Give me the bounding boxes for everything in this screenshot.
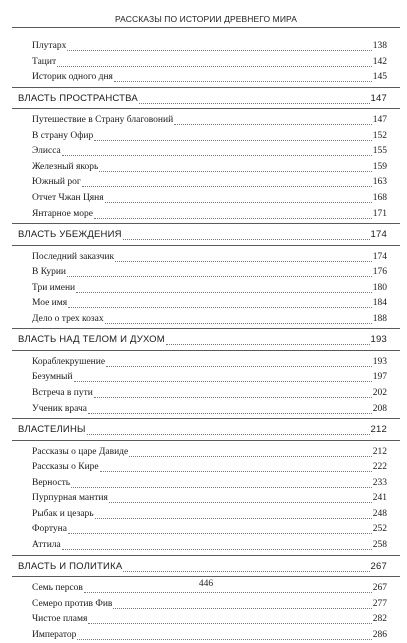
dot-leader — [68, 306, 372, 308]
toc-entry-page: 286 — [372, 629, 387, 640]
toc-entry-page: 222 — [372, 462, 387, 473]
dot-leader — [94, 139, 372, 141]
toc-entry — [32, 627, 387, 643]
dot-leader — [139, 102, 370, 104]
toc-entry-title: Семь персов — [32, 583, 83, 594]
toc-entry — [32, 537, 387, 553]
toc-entry-page: 212 — [372, 446, 387, 457]
toc-entry — [32, 369, 387, 385]
toc-entry-title: Рассказы о царе Давиде — [32, 446, 129, 457]
dot-leader — [74, 380, 372, 382]
toc-entry — [32, 264, 387, 280]
toc-entry-page: 176 — [372, 267, 387, 278]
toc-entry-title: Отчет Чжан Цяня — [32, 192, 104, 203]
toc-entry-page: 208 — [372, 403, 387, 414]
toc-entry-page: 147 — [372, 115, 387, 126]
toc-entry — [32, 354, 387, 370]
toc-entry-page: 197 — [372, 372, 387, 383]
dot-leader — [71, 486, 372, 488]
section-heading-page: 212 — [370, 424, 387, 436]
section-heading-page: 147 — [370, 92, 387, 104]
section-rule — [12, 87, 400, 88]
toc-entry-page: 277 — [372, 598, 387, 609]
toc-entry — [32, 611, 387, 627]
section-rule — [12, 576, 400, 577]
toc-entry-page: 174 — [372, 251, 387, 262]
section-heading — [18, 91, 387, 107]
section-rule — [12, 350, 400, 351]
dot-leader — [68, 532, 372, 534]
toc-entry-title: Элисса — [32, 146, 61, 157]
toc-entry — [32, 311, 387, 327]
toc-entry-page: 188 — [372, 313, 387, 324]
toc-entry — [32, 249, 387, 265]
toc-entry — [32, 159, 387, 175]
toc-entry-title: Встреча в пути — [32, 388, 93, 398]
toc-entry — [32, 128, 387, 144]
toc-entry-title: Плутарх — [32, 41, 67, 51]
section-rule — [12, 418, 400, 419]
dot-leader — [99, 170, 371, 172]
toc-entry-title: Железный якорь — [32, 161, 99, 172]
toc-entry-page: 184 — [372, 298, 387, 309]
dot-leader — [82, 185, 372, 187]
dot-leader — [88, 622, 371, 624]
dot-leader — [105, 322, 372, 324]
dot-leader — [100, 470, 372, 472]
dot-leader — [87, 433, 370, 435]
toc-entry-page: 155 — [372, 146, 387, 157]
toc-entry-title: Безумный — [32, 372, 73, 383]
toc-entry-page: 168 — [372, 192, 387, 203]
toc-entry-page: 142 — [372, 56, 387, 67]
toc-entry-page: 202 — [372, 388, 387, 398]
toc-entry-title: В страну Офир — [32, 130, 94, 141]
toc-entry-title: Пурпурная мантия — [32, 493, 108, 504]
toc-entry-title: Путешествие в Страну благовоний — [32, 115, 174, 126]
toc-entry-page: 159 — [372, 161, 387, 172]
dot-leader — [76, 291, 372, 293]
dot-leader — [67, 49, 371, 51]
toc-entry — [32, 385, 387, 401]
section-heading — [18, 559, 387, 575]
section-heading-title: ВЛАСТЬ НАД ТЕЛОМ И ДУХОМ — [18, 334, 165, 346]
section-heading — [18, 227, 387, 243]
dot-leader — [94, 396, 372, 398]
toc-entry-title: Мое имя — [32, 298, 68, 309]
toc-entry-title: Янтарное море — [32, 208, 93, 219]
section-heading-title: ВЛАСТЬ УБЕЖДЕНИЯ — [18, 229, 122, 241]
dot-leader — [105, 201, 372, 203]
dot-leader — [109, 501, 372, 503]
section-heading-page: 193 — [370, 334, 387, 346]
toc-entry — [32, 54, 387, 70]
section-rule — [12, 245, 400, 246]
toc-entry-page: 248 — [372, 508, 387, 519]
dot-leader — [123, 570, 369, 572]
toc-entry — [32, 174, 387, 190]
toc-entry-title: Рассказы о Кире — [32, 462, 99, 473]
toc-entry-title: Южный рог — [32, 177, 81, 188]
section-heading-page: 174 — [370, 229, 387, 241]
dot-leader — [95, 517, 372, 519]
toc-entry-title: Тацит — [32, 56, 57, 67]
section-heading-title: ВЛАСТЬ ПРОСТРАНСТВА — [18, 92, 138, 104]
toc-entry-title: Кораблекрушение — [32, 356, 106, 367]
section-rule — [12, 108, 400, 109]
toc-entry-title: Семеро против Фив — [32, 598, 113, 609]
dot-leader — [106, 365, 372, 367]
dot-leader — [67, 275, 372, 277]
toc-entry — [32, 506, 387, 522]
toc-entry — [32, 459, 387, 475]
toc-entry-page: 267 — [372, 583, 387, 594]
toc-entry — [32, 295, 387, 311]
toc-entry-title: В Курии — [32, 267, 67, 278]
toc-entry-title: Верность — [32, 477, 71, 488]
dot-leader — [77, 638, 371, 640]
toc-entry-page: 138 — [372, 41, 387, 51]
toc-entry — [32, 69, 387, 85]
page-number: 446 — [198, 579, 214, 589]
toc-entry-page: 180 — [372, 282, 387, 293]
toc-entry — [32, 490, 387, 506]
dot-leader — [174, 123, 372, 125]
dot-leader — [57, 65, 372, 67]
dot-leader — [114, 80, 372, 82]
section-rule — [12, 223, 400, 224]
section-rule — [12, 328, 400, 329]
toc-entry — [32, 280, 387, 296]
toc-entry — [32, 143, 387, 159]
section-rule — [12, 440, 400, 441]
section-heading — [18, 422, 387, 438]
toc-entry — [32, 475, 387, 491]
toc-entry-page: 241 — [372, 493, 387, 504]
section-rule — [12, 555, 400, 556]
toc-entry-page: 252 — [372, 524, 387, 535]
section-heading-title: ВЛАСТЬ И ПОЛИТИКА — [18, 560, 123, 572]
section-heading-page: 267 — [370, 560, 387, 572]
dot-leader — [166, 343, 370, 345]
toc-entry-title: Император — [32, 629, 77, 640]
toc-entry-title: Историк одного дня — [32, 72, 113, 83]
dot-leader — [62, 154, 372, 156]
toc-entry-page: 163 — [372, 177, 387, 188]
toc-entry-page: 258 — [372, 539, 387, 550]
dot-leader — [115, 260, 372, 262]
toc-entry-title: Ученик врача — [32, 403, 87, 414]
toc-entry — [32, 38, 387, 54]
toc-entry — [32, 596, 387, 612]
dot-leader — [123, 238, 370, 240]
dot-leader — [113, 607, 371, 609]
toc-page — [12, 12, 400, 640]
toc-entry-title: Три имени — [32, 282, 76, 293]
toc-entry — [32, 112, 387, 128]
dot-leader — [62, 548, 372, 550]
toc-entry — [32, 521, 387, 537]
section-heading — [18, 332, 387, 348]
toc-entry-title: Дело о трех козах — [32, 313, 104, 324]
dot-leader — [84, 591, 372, 593]
dot-leader — [88, 412, 372, 414]
toc-entry-title: Фортуна — [32, 524, 67, 535]
toc-entry-title: Последний заказчик — [32, 251, 115, 262]
toc-entry-page: 171 — [372, 208, 387, 219]
toc-entry-page: 193 — [372, 356, 387, 367]
toc-entry — [32, 190, 387, 206]
toc-entry-page: 233 — [372, 477, 387, 488]
section-heading-title: ВЛАСТЕЛИНЫ — [18, 424, 86, 436]
toc-entry — [32, 206, 387, 222]
dot-leader — [94, 217, 372, 219]
toc-entry-page: 145 — [372, 72, 387, 83]
toc-entry-title: Рыбак и цезарь — [32, 508, 94, 519]
dot-leader — [129, 455, 372, 457]
toc-entry-title: Аттила — [32, 539, 61, 550]
toc-entry — [32, 444, 387, 460]
toc-entry-page: 282 — [372, 614, 387, 625]
toc-entry-page: 152 — [372, 130, 387, 141]
toc-entry — [32, 401, 387, 417]
toc-entry-title: Чистое пламя — [32, 614, 88, 625]
running-head: РАССКАЗЫ ПО ИСТОРИИ ДРЕВНЕГО МИРА — [114, 14, 298, 24]
header-rule — [12, 27, 400, 28]
